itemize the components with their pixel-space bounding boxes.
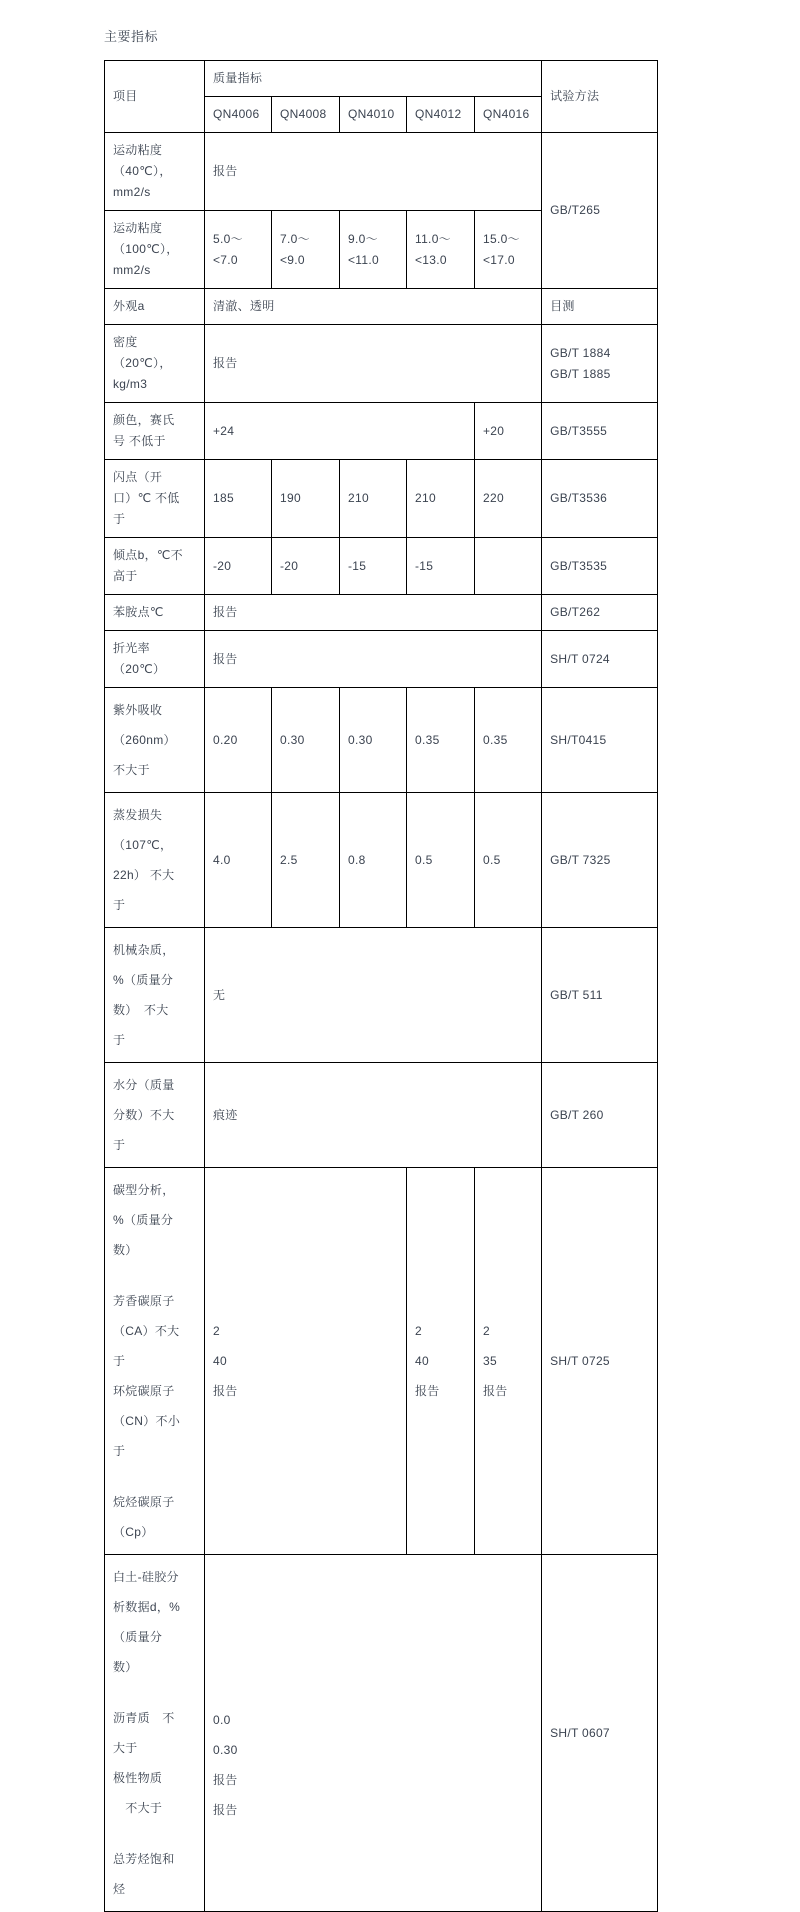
row-method-color: GB/T3555 — [542, 403, 658, 460]
row-label-viscosity-100: 运动粘度 （100℃）， mm2/s — [105, 211, 205, 289]
table-row — [105, 133, 658, 211]
row-value-pour-qn4008: -20 — [272, 538, 340, 595]
row-method-uv-absorption: SH/T0415 — [542, 688, 658, 793]
table-row — [105, 793, 658, 928]
row-value-viscosity-100-qn4012: 11.0～ <13.0 — [407, 211, 475, 289]
row-value-flash-qn4012: 210 — [407, 460, 475, 538]
table-row — [105, 325, 658, 403]
row-value-color-span: +24 — [205, 403, 475, 460]
row-method-evaporation-loss: GB/T 7325 — [542, 793, 658, 928]
row-value-viscosity-100-qn4006: 5.0～ <7.0 — [205, 211, 272, 289]
row-label-flash-point: 闪点（开 口）℃ 不低 于 — [105, 460, 205, 538]
row-value-uv-qn4008: 0.30 — [272, 688, 340, 793]
header-grade-qn4006: QN4006 — [205, 97, 272, 133]
row-value-evap-qn4012: 0.5 — [407, 793, 475, 928]
row-label-viscosity-40: 运动粘度 （40℃）， mm2/s — [105, 133, 205, 211]
row-value-uv-qn4016: 0.35 — [475, 688, 542, 793]
row-label-refractive-index: 折光率 （20℃） — [105, 631, 205, 688]
row-label-color: 颜色，赛氏 号 不低于 — [105, 403, 205, 460]
header-item: 项目 — [105, 61, 205, 133]
row-value-pour-qn4010: -15 — [340, 538, 407, 595]
table-row — [105, 403, 658, 460]
row-value-aniline-point: 报告 — [205, 595, 542, 631]
row-method-pour-point: GB/T3535 — [542, 538, 658, 595]
row-value-uv-qn4006: 0.20 — [205, 688, 272, 793]
table-row — [105, 1555, 658, 1912]
header-grade-qn4012: QN4012 — [407, 97, 475, 133]
row-label-mechanical-impurities: 机械杂质， %（质量分 数） 不大 于 — [105, 928, 205, 1063]
header-grade-qn4008: QN4008 — [272, 97, 340, 133]
row-value-flash-qn4008: 190 — [272, 460, 340, 538]
header-test-method: 试验方法 — [542, 61, 658, 133]
row-value-evap-qn4006: 4.0 — [205, 793, 272, 928]
page-title: 主要指标 — [104, 29, 159, 44]
table-row — [105, 1168, 658, 1555]
row-method-carbon-type-analysis: SH/T 0725 — [542, 1168, 658, 1555]
table-row — [105, 595, 658, 631]
row-label-density: 密度 （20℃）， kg/m3 — [105, 325, 205, 403]
row-value-viscosity-100-qn4008: 7.0～ <9.0 — [272, 211, 340, 289]
table-header — [105, 61, 658, 133]
row-value-clay-silica-analysis: 0.0 0.30 报告 报告 — [205, 1555, 542, 1912]
row-value-viscosity-100-qn4010: 9.0～ <11.0 — [340, 211, 407, 289]
row-value-uv-qn4010: 0.30 — [340, 688, 407, 793]
row-label-clay-silica-analysis: 白土-硅胶分 析数据d，% （质量分 数） 沥青质 不 大于 极性物质 不大于 总芳烃饱和 烃 — [105, 1555, 205, 1912]
table-row — [105, 460, 658, 538]
row-label-aniline-point: 苯胺点℃ — [105, 595, 205, 631]
row-value-density: 报告 — [205, 325, 542, 403]
row-value-carbon-type-qn4012: 2 40 报告 — [407, 1168, 475, 1555]
row-method-density: GB/T 1884 GB/T 1885 — [542, 325, 658, 403]
row-value-mechanical-impurities: 无 — [205, 928, 542, 1063]
row-label-evaporation-loss: 蒸发损失 （107℃， 22h） 不大 于 — [105, 793, 205, 928]
row-value-pour-qn4012: -15 — [407, 538, 475, 595]
specification-table — [104, 60, 658, 1912]
row-value-carbon-type-qn4016: 2 35 报告 — [475, 1168, 542, 1555]
table-row — [105, 538, 658, 595]
row-value-carbon-type-merged: 2 40 报告 — [205, 1168, 407, 1555]
row-value-pour-qn4006: -20 — [205, 538, 272, 595]
row-label-pour-point: 倾点b，℃不 高于 — [105, 538, 205, 595]
row-method-mechanical-impurities: GB/T 511 — [542, 928, 658, 1063]
row-label-carbon-type-analysis: 碳型分析， %（质量分 数） 芳香碳原子 （CA）不大 于 环烷碳原子 （CN）不小 于 烷烃碳原子 （Cp） — [105, 1168, 205, 1555]
table-body — [105, 133, 658, 1912]
row-value-evap-qn4010: 0.8 — [340, 793, 407, 928]
row-value-viscosity-100-qn4016: 15.0～ <17.0 — [475, 211, 542, 289]
row-method-aniline-point: GB/T262 — [542, 595, 658, 631]
row-value-flash-qn4010: 210 — [340, 460, 407, 538]
row-value-uv-qn4012: 0.35 — [407, 688, 475, 793]
row-value-viscosity-40: 报告 — [205, 133, 542, 211]
row-value-refractive-index: 报告 — [205, 631, 542, 688]
row-value-pour-qn4016 — [475, 538, 542, 595]
table-row — [105, 289, 658, 325]
table-row — [105, 631, 658, 688]
row-method-refractive-index: SH/T 0724 — [542, 631, 658, 688]
header-grade-qn4010: QN4010 — [340, 97, 407, 133]
row-value-color-qn4016: +20 — [475, 403, 542, 460]
table-row — [105, 1063, 658, 1168]
spec-table-container — [104, 60, 656, 1912]
table-row — [105, 688, 658, 793]
row-value-appearance: 清澈、透明 — [205, 289, 542, 325]
row-method-clay-silica-analysis: SH/T 0607 — [542, 1555, 658, 1912]
row-value-flash-qn4006: 185 — [205, 460, 272, 538]
row-value-evap-qn4008: 2.5 — [272, 793, 340, 928]
table-row — [105, 928, 658, 1063]
header-row-top — [105, 61, 658, 97]
row-method-viscosity: GB/T265 — [542, 133, 658, 289]
header-grade-qn4016: QN4016 — [475, 97, 542, 133]
row-method-flash-point: GB/T3536 — [542, 460, 658, 538]
row-value-evap-qn4016: 0.5 — [475, 793, 542, 928]
row-label-water-content: 水分（质量 分数）不大 于 — [105, 1063, 205, 1168]
header-quality-index: 质量指标 — [205, 61, 542, 97]
row-label-uv-absorption: 紫外吸收 （260nm） 不大于 — [105, 688, 205, 793]
row-method-appearance: 目测 — [542, 289, 658, 325]
row-method-water-content: GB/T 260 — [542, 1063, 658, 1168]
row-label-appearance: 外观a — [105, 289, 205, 325]
row-value-flash-qn4016: 220 — [475, 460, 542, 538]
row-value-water-content: 痕迹 — [205, 1063, 542, 1168]
